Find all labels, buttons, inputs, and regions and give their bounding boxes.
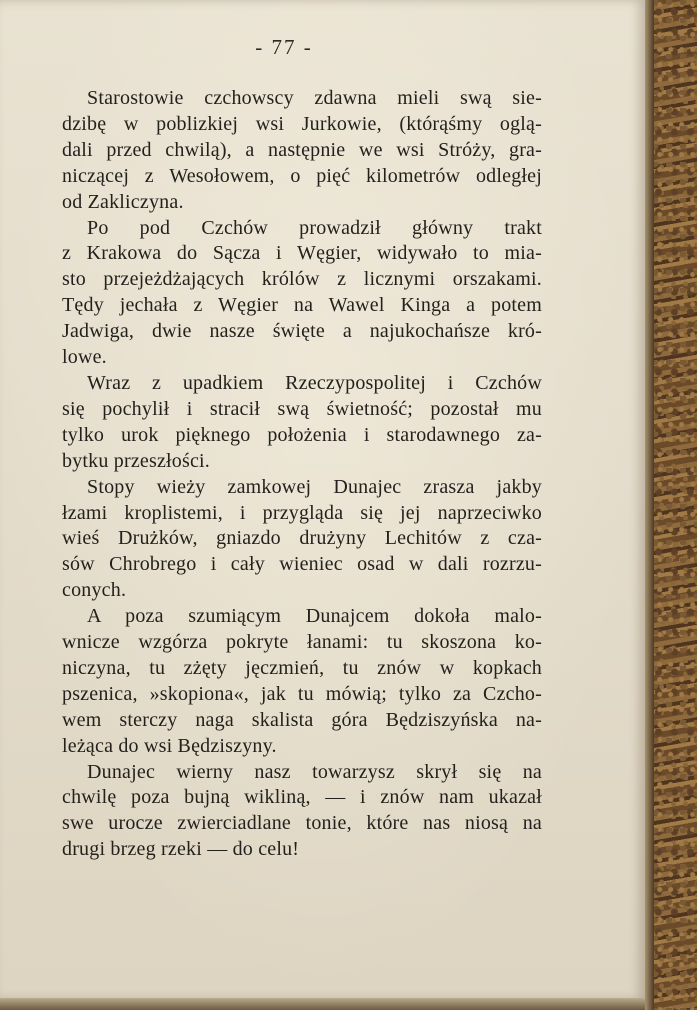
text-line: dzibę w poblizkiej wsi Jurkowie, (którąśmy oglą- [62, 112, 542, 135]
text-line: się pochylił i stracił swą świetność; pozostał mu [62, 397, 542, 420]
text-line: bytku przeszłości. [62, 449, 211, 472]
text-line: Starostowie czchowscy zdawna mieli swą sie- [87, 87, 542, 109]
text-line: sto przejeżdżających królów z licznymi orszakami. [62, 268, 542, 291]
text-line: conych. [62, 579, 127, 602]
page-bottom-edge [0, 998, 645, 1010]
text-line: z Krakowa do Sącza i Węgier, widywało to mia- [62, 242, 542, 265]
text-line: swe urocze zwierciadlane tonie, które nas niosą na [62, 812, 542, 835]
text-line: Stopy wieży zamkowej Dunajec zrasza jakby [87, 475, 542, 498]
text-line: łzami kroplistemi, i przygląda się jej naprzeciwko [62, 501, 542, 524]
text-line: Wraz z upadkiem Rzeczypospolitej i Czchów [87, 371, 542, 394]
text-line: leżąca do wsi Będziszyny. [62, 734, 277, 757]
text-line: sów Chrobrego i cały wieniec osad w dali rozrzu- [62, 553, 542, 576]
text-line: Jadwiga, dwie nasze święte a najukochańsze kró- [62, 320, 542, 343]
page-number: - 77 - [255, 35, 313, 59]
text-line: Dunajec wierny nasz towarzysz skrył się na [87, 760, 542, 783]
text-line: Tędy jechała z Węgier na Wawel Kinga a potem [62, 294, 542, 317]
text-line: wieś Drużków, gniazdo drużyny Lechitów z cza- [62, 527, 542, 550]
text-line: niczącej z Wesołowem, o pięć kilometrów odległej [62, 164, 542, 187]
text-line: wem sterczy naga skalista góra Będziszyńska na- [62, 708, 542, 731]
text-line: pszenica, »skopiona«, jak tu mówią; tylko za Czcho- [62, 682, 542, 705]
text-line: A poza szumiącym Dunajcem dokoła malo- [87, 605, 542, 628]
text-line: Po pod Czchów prowadził główny trakt [87, 216, 542, 239]
text-line: drugi brzeg rzeki — do celu! [62, 838, 300, 861]
text-line: niczyna, tu zżęty jęczmień, tu znów w kopkach [62, 656, 542, 679]
body-text [62, 86, 542, 863]
text-line: lowe. [62, 346, 107, 369]
text-line: od Zakliczyna. [62, 190, 184, 213]
text-line: dali przed chwilą), a następnie we wsi Stróży, gra- [62, 138, 542, 161]
text-line: tylko urok pięknego położenia i starodawnego za- [62, 423, 542, 446]
marbled-book-cover [652, 0, 697, 1010]
text-line: wnicze wzgórza pokryte łanami: tu skoszona ko- [62, 631, 542, 654]
text-line: chwilę poza bujną wikliną, — i znów nam ukazał [62, 786, 542, 809]
